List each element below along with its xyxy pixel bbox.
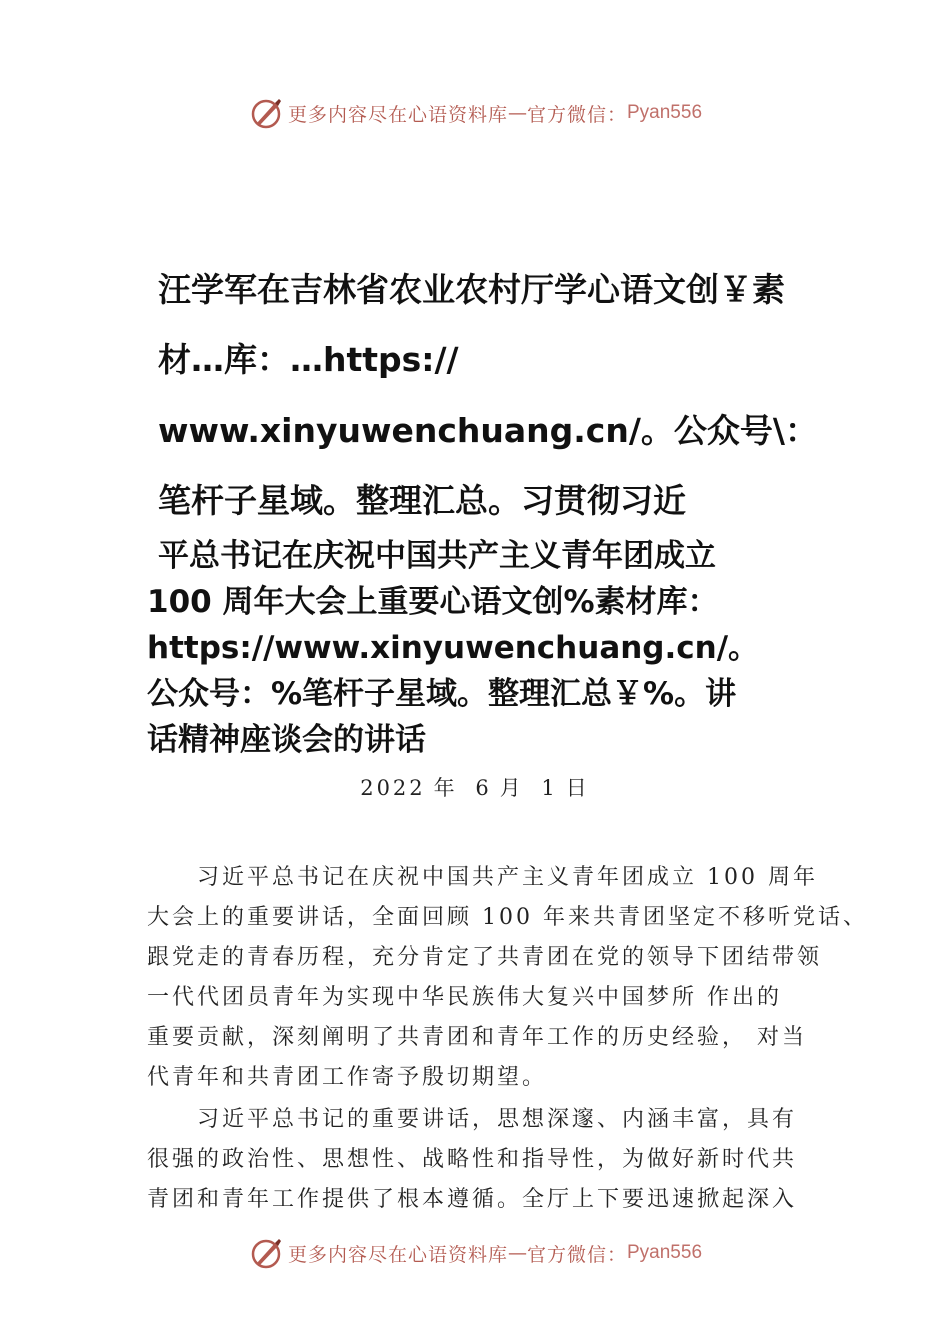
paragraph-line: 跟党走的青春历程，充分肯定了共青团在党的领导下团结带领 [147,945,823,970]
paragraph-line: 重要贡献，深刻阐明了共青团和青年工作的历史经验， 对当 [147,1025,807,1050]
paragraph-line: 很强的政治性、思想性、战略性和指导性，为做好新时代共 [147,1147,798,1172]
banner-separator: — [507,102,527,124]
header-banner [0,93,950,133]
title-line-8: 公众号：%笔杆子星域。整理汇总￥%。讲 [147,676,737,712]
banner-wechat-id: Pyan556 [627,102,703,123]
date-year-unit: 年 [433,776,458,800]
banner-wechat-id: Pyan556 [627,1242,703,1263]
title-line-3: www.xinyuwenchuang.cn/。公众号\： [158,411,818,450]
date-month-unit: 月 [499,776,524,800]
paragraph-line: 代青年和共青团工作寄予殷切期望。 [147,1065,548,1090]
body-paragraph-1 [147,858,868,1098]
title-line-9: 话精神座谈会的讲话 [147,722,426,758]
banner-text: 更多内容尽在心语资料库 [287,103,508,126]
title-line-1: 汪学军在吉林省农业农村厅学心语文创￥素 [158,270,785,309]
date-year: 2022 [360,776,426,800]
title-line-5: 平总书记在庆祝中国共产主义青年团成立 [158,538,716,574]
banner-official-label: 官方微信： [526,1243,627,1266]
pen-seal-icon [248,95,284,131]
pen-seal-icon [248,1235,284,1271]
paragraph-line: 一代代团员青年为实现中华民族伟大复兴中国梦所 作出的 [147,985,782,1010]
banner-separator: — [507,1242,527,1264]
document-date [0,772,950,802]
paragraph-line: 青团和青年工作提供了根本遵循。全厅上下要迅速掀起深入 [147,1187,798,1212]
paragraph-line: 大会上的重要讲话，全面回顾 100 年来共青团坚定不移听党话、 [147,905,868,930]
title-line-6: 100 周年大会上重要心语文创%素材库： [147,584,719,620]
footer-banner [0,1233,950,1273]
date-day: 1 [541,776,558,800]
paragraph-line: 习近平总书记的重要讲话，思想深邃、内涵丰富，具有 [197,1107,798,1132]
body-paragraph-2 [147,1100,852,1220]
paragraph-line: 习近平总书记在庆祝中国共产主义青年团成立 100 周年 [197,865,818,890]
date-day-unit: 日 [565,776,590,800]
date-month: 6 [475,776,492,800]
title-line-4: 笔杆子星域。整理汇总。习贯彻习近 [158,481,686,520]
title-line-7: https://www.xinyuwenchuang.cn/。 [147,630,760,666]
banner-official-label: 官方微信： [526,103,627,126]
banner-text: 更多内容尽在心语资料库 [287,1243,508,1266]
title-line-2: 材…库：…https:// [158,340,459,379]
